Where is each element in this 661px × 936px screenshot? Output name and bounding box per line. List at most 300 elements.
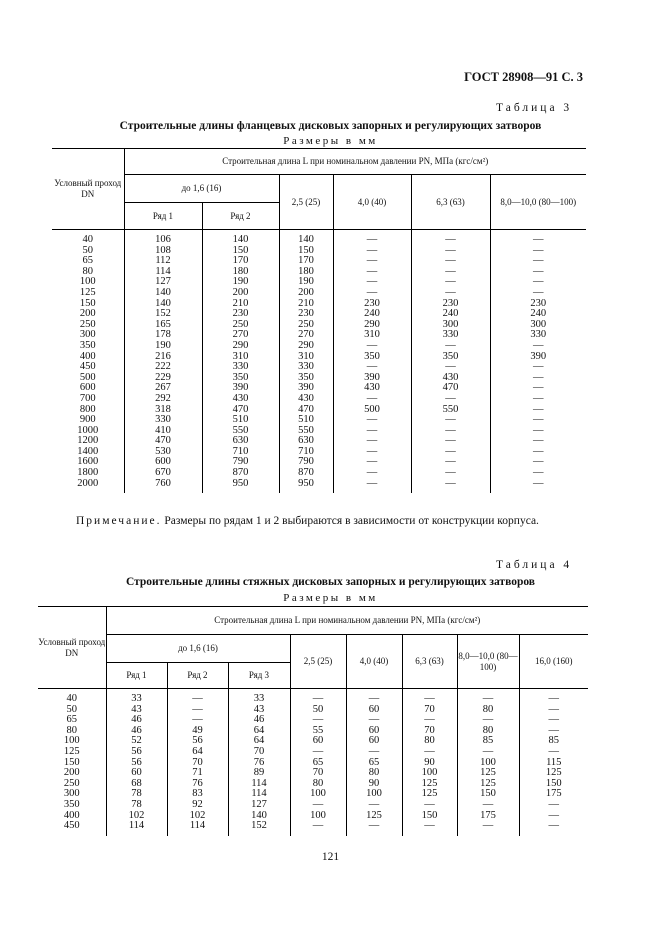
table-cell: 190: [279, 277, 333, 288]
table-cell: 102: [167, 811, 228, 822]
table-cell: 90: [346, 779, 402, 790]
table-cell: 49: [167, 726, 228, 737]
table-cell: 450: [38, 821, 106, 832]
table-cell: —: [411, 415, 490, 426]
table-cell: —: [290, 715, 346, 726]
table-cell: —: [411, 267, 490, 278]
table-row: [52, 256, 586, 267]
table-cell: 68: [106, 779, 167, 790]
table-cell: 2000: [52, 479, 124, 490]
table-cell: 85: [519, 736, 588, 747]
table-cell: 100: [52, 277, 124, 288]
table-cell: —: [346, 821, 402, 832]
table-cell: —: [490, 277, 586, 288]
table-cell: 390: [490, 352, 586, 363]
table4-dims: Размеры в мм: [283, 592, 378, 604]
table3-header-dn: Условный проход DN: [52, 149, 124, 230]
table-cell: —: [490, 436, 586, 447]
table-cell: 114: [228, 789, 290, 800]
table-cell: 60: [346, 726, 402, 737]
table-cell: 150: [519, 779, 588, 790]
table-cell: 210: [202, 299, 279, 310]
table-cell: —: [490, 362, 586, 373]
table-cell: 1600: [52, 457, 124, 468]
table3-header-r2: Ряд 2: [202, 203, 279, 230]
table-row: [38, 747, 588, 758]
table-row: [52, 277, 586, 288]
table-cell: 40: [38, 694, 106, 705]
table-cell: 127: [228, 800, 290, 811]
table-row: [52, 362, 586, 373]
table-cell: —: [457, 800, 519, 811]
table-cell: —: [346, 694, 402, 705]
table-cell: 330: [411, 330, 490, 341]
table-cell: —: [333, 415, 411, 426]
table-cell: 270: [202, 330, 279, 341]
table-cell: 50: [38, 705, 106, 716]
table-cell: 125: [38, 747, 106, 758]
table-cell: 292: [124, 394, 202, 405]
table-cell: 1200: [52, 436, 124, 447]
table-cell: 330: [279, 362, 333, 373]
table-cell: 90: [402, 758, 457, 769]
table-cell: 1000: [52, 426, 124, 437]
table-row: [52, 309, 586, 320]
table-cell: 150: [402, 811, 457, 822]
table-cell: 229: [124, 373, 202, 384]
table-cell: 80: [346, 768, 402, 779]
table-cell: 100: [457, 758, 519, 769]
table-cell: 150: [457, 789, 519, 800]
table-cell: 46: [228, 715, 290, 726]
table-cell: 80: [457, 705, 519, 716]
table-cell: —: [333, 436, 411, 447]
table3-note: [76, 515, 539, 527]
table-cell: 40: [52, 235, 124, 246]
table-cell: 175: [519, 789, 588, 800]
table-cell: —: [402, 821, 457, 832]
table-cell: 33: [106, 694, 167, 705]
table4-header-80: 8,0—10,0 (80—100): [457, 635, 519, 689]
table-cell: —: [333, 447, 411, 458]
table-cell: 190: [124, 341, 202, 352]
table-cell: 310: [202, 352, 279, 363]
table-cell: —: [411, 341, 490, 352]
table-cell: 50: [290, 705, 346, 716]
table-cell: 390: [279, 383, 333, 394]
table-cell: —: [457, 821, 519, 832]
table-cell: —: [490, 341, 586, 352]
table-cell: 410: [124, 426, 202, 437]
table-cell: —: [333, 277, 411, 288]
table-cell: 100: [290, 789, 346, 800]
table-cell: 510: [202, 415, 279, 426]
table-cell: 125: [402, 779, 457, 790]
table-row: [52, 405, 586, 416]
table-cell: —: [411, 277, 490, 288]
table-cell: —: [290, 747, 346, 758]
table4-header-25: 2,5 (25): [290, 635, 346, 689]
table-cell: 250: [52, 320, 124, 331]
table-cell: —: [167, 694, 228, 705]
table-cell: 100: [290, 811, 346, 822]
table-cell: —: [411, 394, 490, 405]
table-cell: 290: [279, 341, 333, 352]
table-cell: 318: [124, 405, 202, 416]
table3-header-80: 8,0—10,0 (80—100): [490, 175, 586, 230]
table-cell: 200: [38, 768, 106, 779]
table-cell: —: [490, 426, 586, 437]
table-cell: 350: [333, 352, 411, 363]
table-cell: —: [519, 726, 588, 737]
table-cell: 140: [202, 235, 279, 246]
table4-header-dn: Условный проход DN: [38, 607, 106, 689]
table-cell: —: [411, 468, 490, 479]
table-row: [52, 267, 586, 278]
table-cell: 230: [279, 309, 333, 320]
table-cell: 216: [124, 352, 202, 363]
table-row: [52, 426, 586, 437]
table-cell: 114: [228, 779, 290, 790]
table-cell: 470: [124, 436, 202, 447]
table-row: [52, 447, 586, 458]
table-cell: 190: [202, 277, 279, 288]
table-cell: 83: [167, 789, 228, 800]
table-cell: 65: [290, 758, 346, 769]
table-cell: 125: [457, 779, 519, 790]
table-cell: —: [290, 694, 346, 705]
table3-header-group: Строительная длина L при номинальном давлении PN, МПа (кгс/см²): [124, 149, 586, 175]
table-cell: 270: [279, 330, 333, 341]
table-cell: —: [490, 447, 586, 458]
table-cell: 80: [457, 726, 519, 737]
table-cell: 670: [124, 468, 202, 479]
table-cell: 56: [106, 747, 167, 758]
table-cell: —: [490, 457, 586, 468]
table-cell: 330: [124, 415, 202, 426]
table-cell: —: [519, 811, 588, 822]
table-row: [52, 383, 586, 394]
table-cell: —: [402, 715, 457, 726]
table-cell: 52: [106, 736, 167, 747]
table-row: [52, 394, 586, 405]
table-cell: —: [167, 715, 228, 726]
table-cell: 78: [106, 789, 167, 800]
table-cell: 64: [228, 726, 290, 737]
table-cell: 56: [106, 758, 167, 769]
table-cell: —: [333, 362, 411, 373]
table-cell: 108: [124, 246, 202, 257]
table-cell: 70: [402, 726, 457, 737]
table-cell: 390: [333, 373, 411, 384]
table-cell: 450: [52, 362, 124, 373]
table-cell: —: [490, 246, 586, 257]
table-cell: —: [333, 267, 411, 278]
table-cell: 89: [228, 768, 290, 779]
table-cell: 470: [279, 405, 333, 416]
table-cell: 790: [202, 457, 279, 468]
table4-caption: Строительные длины стяжных дисковых запорных и регулирующих затворов: [125, 576, 536, 588]
table-cell: —: [346, 747, 402, 758]
table-cell: —: [490, 288, 586, 299]
table-cell: —: [411, 362, 490, 373]
table-cell: 152: [124, 309, 202, 320]
table-row: [38, 821, 588, 832]
table-cell: 125: [519, 768, 588, 779]
table-cell: 350: [279, 373, 333, 384]
table-cell: 80: [52, 267, 124, 278]
table-cell: 200: [202, 288, 279, 299]
table-cell: 70: [228, 747, 290, 758]
table-cell: 60: [346, 705, 402, 716]
table-cell: —: [490, 373, 586, 384]
table3-label: Таблица 3: [496, 102, 573, 114]
table-cell: 550: [279, 426, 333, 437]
table-cell: 710: [202, 447, 279, 458]
table-cell: 140: [124, 299, 202, 310]
table-cell: 330: [490, 330, 586, 341]
table-cell: —: [457, 747, 519, 758]
table-cell: —: [411, 426, 490, 437]
table-cell: 870: [202, 468, 279, 479]
table-cell: —: [167, 705, 228, 716]
table-cell: —: [290, 800, 346, 811]
table-cell: —: [333, 479, 411, 490]
table-cell: 150: [38, 758, 106, 769]
table3-header-25: 2,5 (25): [279, 175, 333, 230]
table-cell: —: [333, 246, 411, 257]
table-cell: 300: [490, 320, 586, 331]
table-cell: —: [333, 288, 411, 299]
table-cell: 400: [38, 811, 106, 822]
table-cell: —: [333, 256, 411, 267]
page-number: 121: [321, 851, 340, 863]
table-cell: 310: [279, 352, 333, 363]
table-cell: 115: [519, 758, 588, 769]
table-row: [52, 373, 586, 384]
table-cell: 800: [52, 405, 124, 416]
table-cell: —: [333, 426, 411, 437]
table-cell: 100: [38, 736, 106, 747]
table-cell: —: [519, 821, 588, 832]
table-cell: —: [490, 415, 586, 426]
table-cell: 170: [202, 256, 279, 267]
table-cell: 310: [333, 330, 411, 341]
table-cell: 200: [279, 288, 333, 299]
table-cell: 250: [38, 779, 106, 790]
table-cell: 350: [202, 373, 279, 384]
table-cell: 222: [124, 362, 202, 373]
table-cell: 1400: [52, 447, 124, 458]
table-cell: 64: [228, 736, 290, 747]
table-cell: 210: [279, 299, 333, 310]
table-cell: —: [411, 256, 490, 267]
table-cell: 114: [167, 821, 228, 832]
table-cell: 430: [333, 383, 411, 394]
table-cell: 240: [411, 309, 490, 320]
table-row: [52, 330, 586, 341]
table-cell: —: [402, 800, 457, 811]
table-row: [52, 341, 586, 352]
table-cell: 70: [290, 768, 346, 779]
table-cell: 330: [202, 362, 279, 373]
table3-header-16: до 1,6 (16): [124, 175, 279, 203]
table-row: [52, 235, 586, 246]
table-cell: —: [290, 821, 346, 832]
table-cell: —: [490, 394, 586, 405]
table-row: [52, 352, 586, 363]
table-cell: 85: [457, 736, 519, 747]
table-cell: 76: [228, 758, 290, 769]
table-cell: 250: [279, 320, 333, 331]
note-label: Примечание.: [76, 515, 162, 527]
table-cell: 71: [167, 768, 228, 779]
table-cell: 78: [106, 800, 167, 811]
table-cell: 790: [279, 457, 333, 468]
table-cell: 240: [333, 309, 411, 320]
table-cell: 200: [52, 309, 124, 320]
table-cell: —: [411, 288, 490, 299]
table-cell: —: [457, 694, 519, 705]
table-cell: 290: [202, 341, 279, 352]
table4-header-16: до 1,6 (16): [106, 635, 290, 663]
table-cell: 114: [124, 267, 202, 278]
table-cell: 250: [202, 320, 279, 331]
table-cell: —: [333, 457, 411, 468]
table-cell: —: [333, 341, 411, 352]
table-cell: —: [490, 256, 586, 267]
table-cell: 106: [124, 235, 202, 246]
table-cell: —: [519, 800, 588, 811]
table-row: [38, 800, 588, 811]
table-cell: 180: [279, 267, 333, 278]
table-cell: —: [490, 405, 586, 416]
table-cell: 400: [52, 352, 124, 363]
table-cell: 100: [402, 768, 457, 779]
table-cell: 64: [167, 747, 228, 758]
table-cell: 350: [411, 352, 490, 363]
document-header: ГОСТ 28908—91 С. 3: [464, 70, 583, 84]
table-cell: —: [346, 715, 402, 726]
table4: [38, 606, 588, 836]
table-cell: 950: [279, 479, 333, 490]
table-cell: 46: [106, 726, 167, 737]
table-cell: 230: [333, 299, 411, 310]
table-cell: —: [457, 715, 519, 726]
table-cell: 114: [106, 821, 167, 832]
table-cell: 290: [333, 320, 411, 331]
table-cell: 630: [279, 436, 333, 447]
table3-header-63: 6,3 (63): [411, 175, 490, 230]
table-cell: 500: [52, 373, 124, 384]
table-cell: 125: [52, 288, 124, 299]
table-cell: —: [411, 436, 490, 447]
table3-caption: Строительные длины фланцевых дисковых запорных и регулирующих затворов: [119, 120, 542, 132]
table-cell: 140: [124, 288, 202, 299]
table-row: [52, 299, 586, 310]
table-cell: 230: [490, 299, 586, 310]
table-cell: 55: [290, 726, 346, 737]
table-cell: 70: [167, 758, 228, 769]
table-cell: 43: [228, 705, 290, 716]
table-cell: 65: [52, 256, 124, 267]
table4-header-group: Строительная длина L при номинальном давлении PN, МПа (кгс/см²): [106, 607, 588, 635]
table-cell: 140: [228, 811, 290, 822]
table3-header-40: 4,0 (40): [333, 175, 411, 230]
table-cell: 56: [167, 736, 228, 747]
table-cell: 125: [346, 811, 402, 822]
table3-dims: Размеры в мм: [283, 135, 378, 147]
table-cell: 630: [202, 436, 279, 447]
table-cell: 950: [202, 479, 279, 490]
table-cell: —: [490, 479, 586, 490]
table-cell: —: [490, 267, 586, 278]
table-cell: 300: [52, 330, 124, 341]
table-cell: 550: [411, 405, 490, 416]
table-cell: 600: [52, 383, 124, 394]
table-cell: —: [333, 235, 411, 246]
table-cell: —: [402, 694, 457, 705]
table-cell: —: [411, 479, 490, 490]
table-cell: 43: [106, 705, 167, 716]
table-cell: 127: [124, 277, 202, 288]
table-cell: —: [411, 447, 490, 458]
table-cell: 710: [279, 447, 333, 458]
table-cell: —: [402, 747, 457, 758]
table-cell: 60: [346, 736, 402, 747]
table-row: [52, 415, 586, 426]
table-cell: —: [490, 383, 586, 394]
table-cell: 46: [106, 715, 167, 726]
table-cell: 112: [124, 256, 202, 267]
table-cell: —: [333, 394, 411, 405]
table-row: [52, 436, 586, 447]
table-cell: —: [519, 705, 588, 716]
table4-header-160: 16,0 (160): [519, 635, 588, 689]
table-cell: —: [519, 694, 588, 705]
table-cell: 700: [52, 394, 124, 405]
table-cell: 150: [52, 299, 124, 310]
table-cell: 125: [457, 768, 519, 779]
table-cell: 350: [52, 341, 124, 352]
table-cell: —: [411, 235, 490, 246]
note-text: Размеры по рядам 1 и 2 выбираются в зависимости от конструкции корпуса.: [164, 515, 539, 527]
table-cell: 60: [290, 736, 346, 747]
table-cell: 80: [38, 726, 106, 737]
table-cell: 150: [279, 246, 333, 257]
table-cell: 152: [228, 821, 290, 832]
table-cell: 65: [38, 715, 106, 726]
table-cell: 170: [279, 256, 333, 267]
table-row: [52, 246, 586, 257]
table-cell: 550: [202, 426, 279, 437]
table4-header-40: 4,0 (40): [346, 635, 402, 689]
table-cell: 760: [124, 479, 202, 490]
table-row: [52, 320, 586, 331]
table4-header-63: 6,3 (63): [402, 635, 457, 689]
table-cell: 65: [346, 758, 402, 769]
table-cell: —: [519, 715, 588, 726]
table-cell: 178: [124, 330, 202, 341]
table-cell: 140: [279, 235, 333, 246]
table-cell: 300: [38, 789, 106, 800]
table-cell: —: [490, 468, 586, 479]
table-row: [52, 288, 586, 299]
table-cell: 102: [106, 811, 167, 822]
table-cell: 70: [402, 705, 457, 716]
table-cell: 430: [279, 394, 333, 405]
table-cell: 230: [202, 309, 279, 320]
